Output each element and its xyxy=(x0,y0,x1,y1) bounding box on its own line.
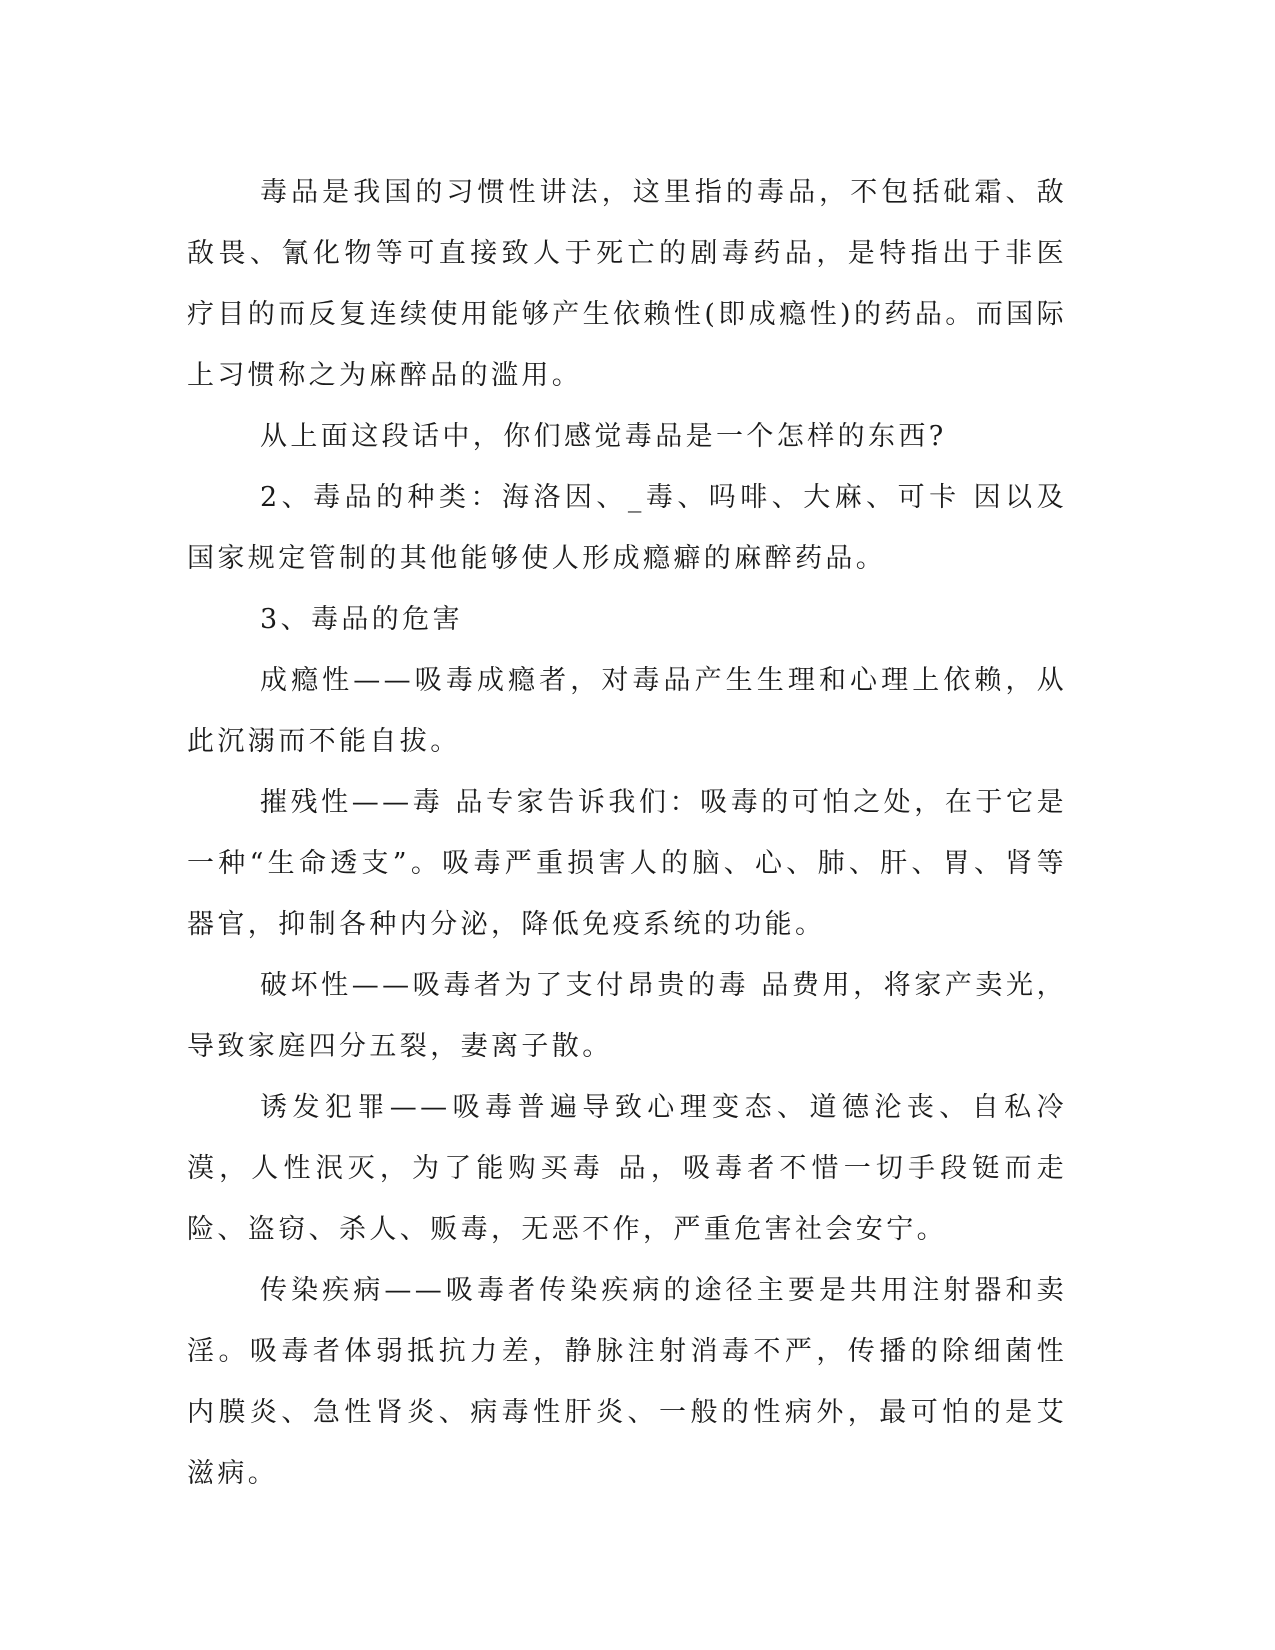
paragraph-destruction-body: 摧残性——毒 品专家告诉我们：吸毒的可怕之处，在于它是一种“生命透支”。吸毒严重损害人的脑、心、肺、肝、胃、肾等器官，抑制各种内分泌，降低免疫系统的功能。 xyxy=(187,787,1067,940)
paragraph-question: 从上面这段话中，你们感觉毒品是一个怎样的东西? xyxy=(260,421,947,452)
paragraph-drug-definition: 毒品是我国的习惯性讲法，这里指的毒品，不包括砒霜、敌敌畏、氰化物等可直接致人于死亡的剧毒药品，是特指出于非医疗目的而反复连续使用能够产生依赖性(即成瘾性)的药品。而国际上习惯称之为麻醉品的滥用。 xyxy=(187,177,1067,391)
paragraph-addiction: 成瘾性——吸毒成瘾者，对毒品产生生理和心理上依赖，从此沉溺而不能自拔。 xyxy=(187,665,1067,757)
paragraph-harm-heading: 3、毒品的危害 xyxy=(260,604,463,635)
paragraph-disease: 传染疾病——吸毒者传染疾病的途径主要是共用注射器和卖淫。吸毒者体弱抵抗力差，静脉注射消毒不严，传播的除细菌性内膜炎、急性肾炎、病毒性肝炎、一般的性病外，最可怕的是艾滋病。 xyxy=(187,1275,1067,1489)
paragraph-destruction-family: 破坏性——吸毒者为了支付昂贵的毒 品费用，将家产卖光，导致家庭四分五裂，妻离子散。 xyxy=(187,970,1067,1062)
paragraph-drug-types: 2、毒品的种类：海洛因、_毒、吗啡、大麻、可卡 因以及国家规定管制的其他能够使人形成瘾癖的麻醉药品。 xyxy=(187,482,1067,574)
paragraph-crime: 诱发犯罪——吸毒普遍导致心理变态、道德沦丧、自私冷漠，人性泯灭，为了能购买毒 品，吸毒者不惜一切手段铤而走险、盗窃、杀人、贩毒，无恶不作，严重危害社会安宁。 xyxy=(187,1092,1067,1245)
document-body xyxy=(187,162,1067,1504)
